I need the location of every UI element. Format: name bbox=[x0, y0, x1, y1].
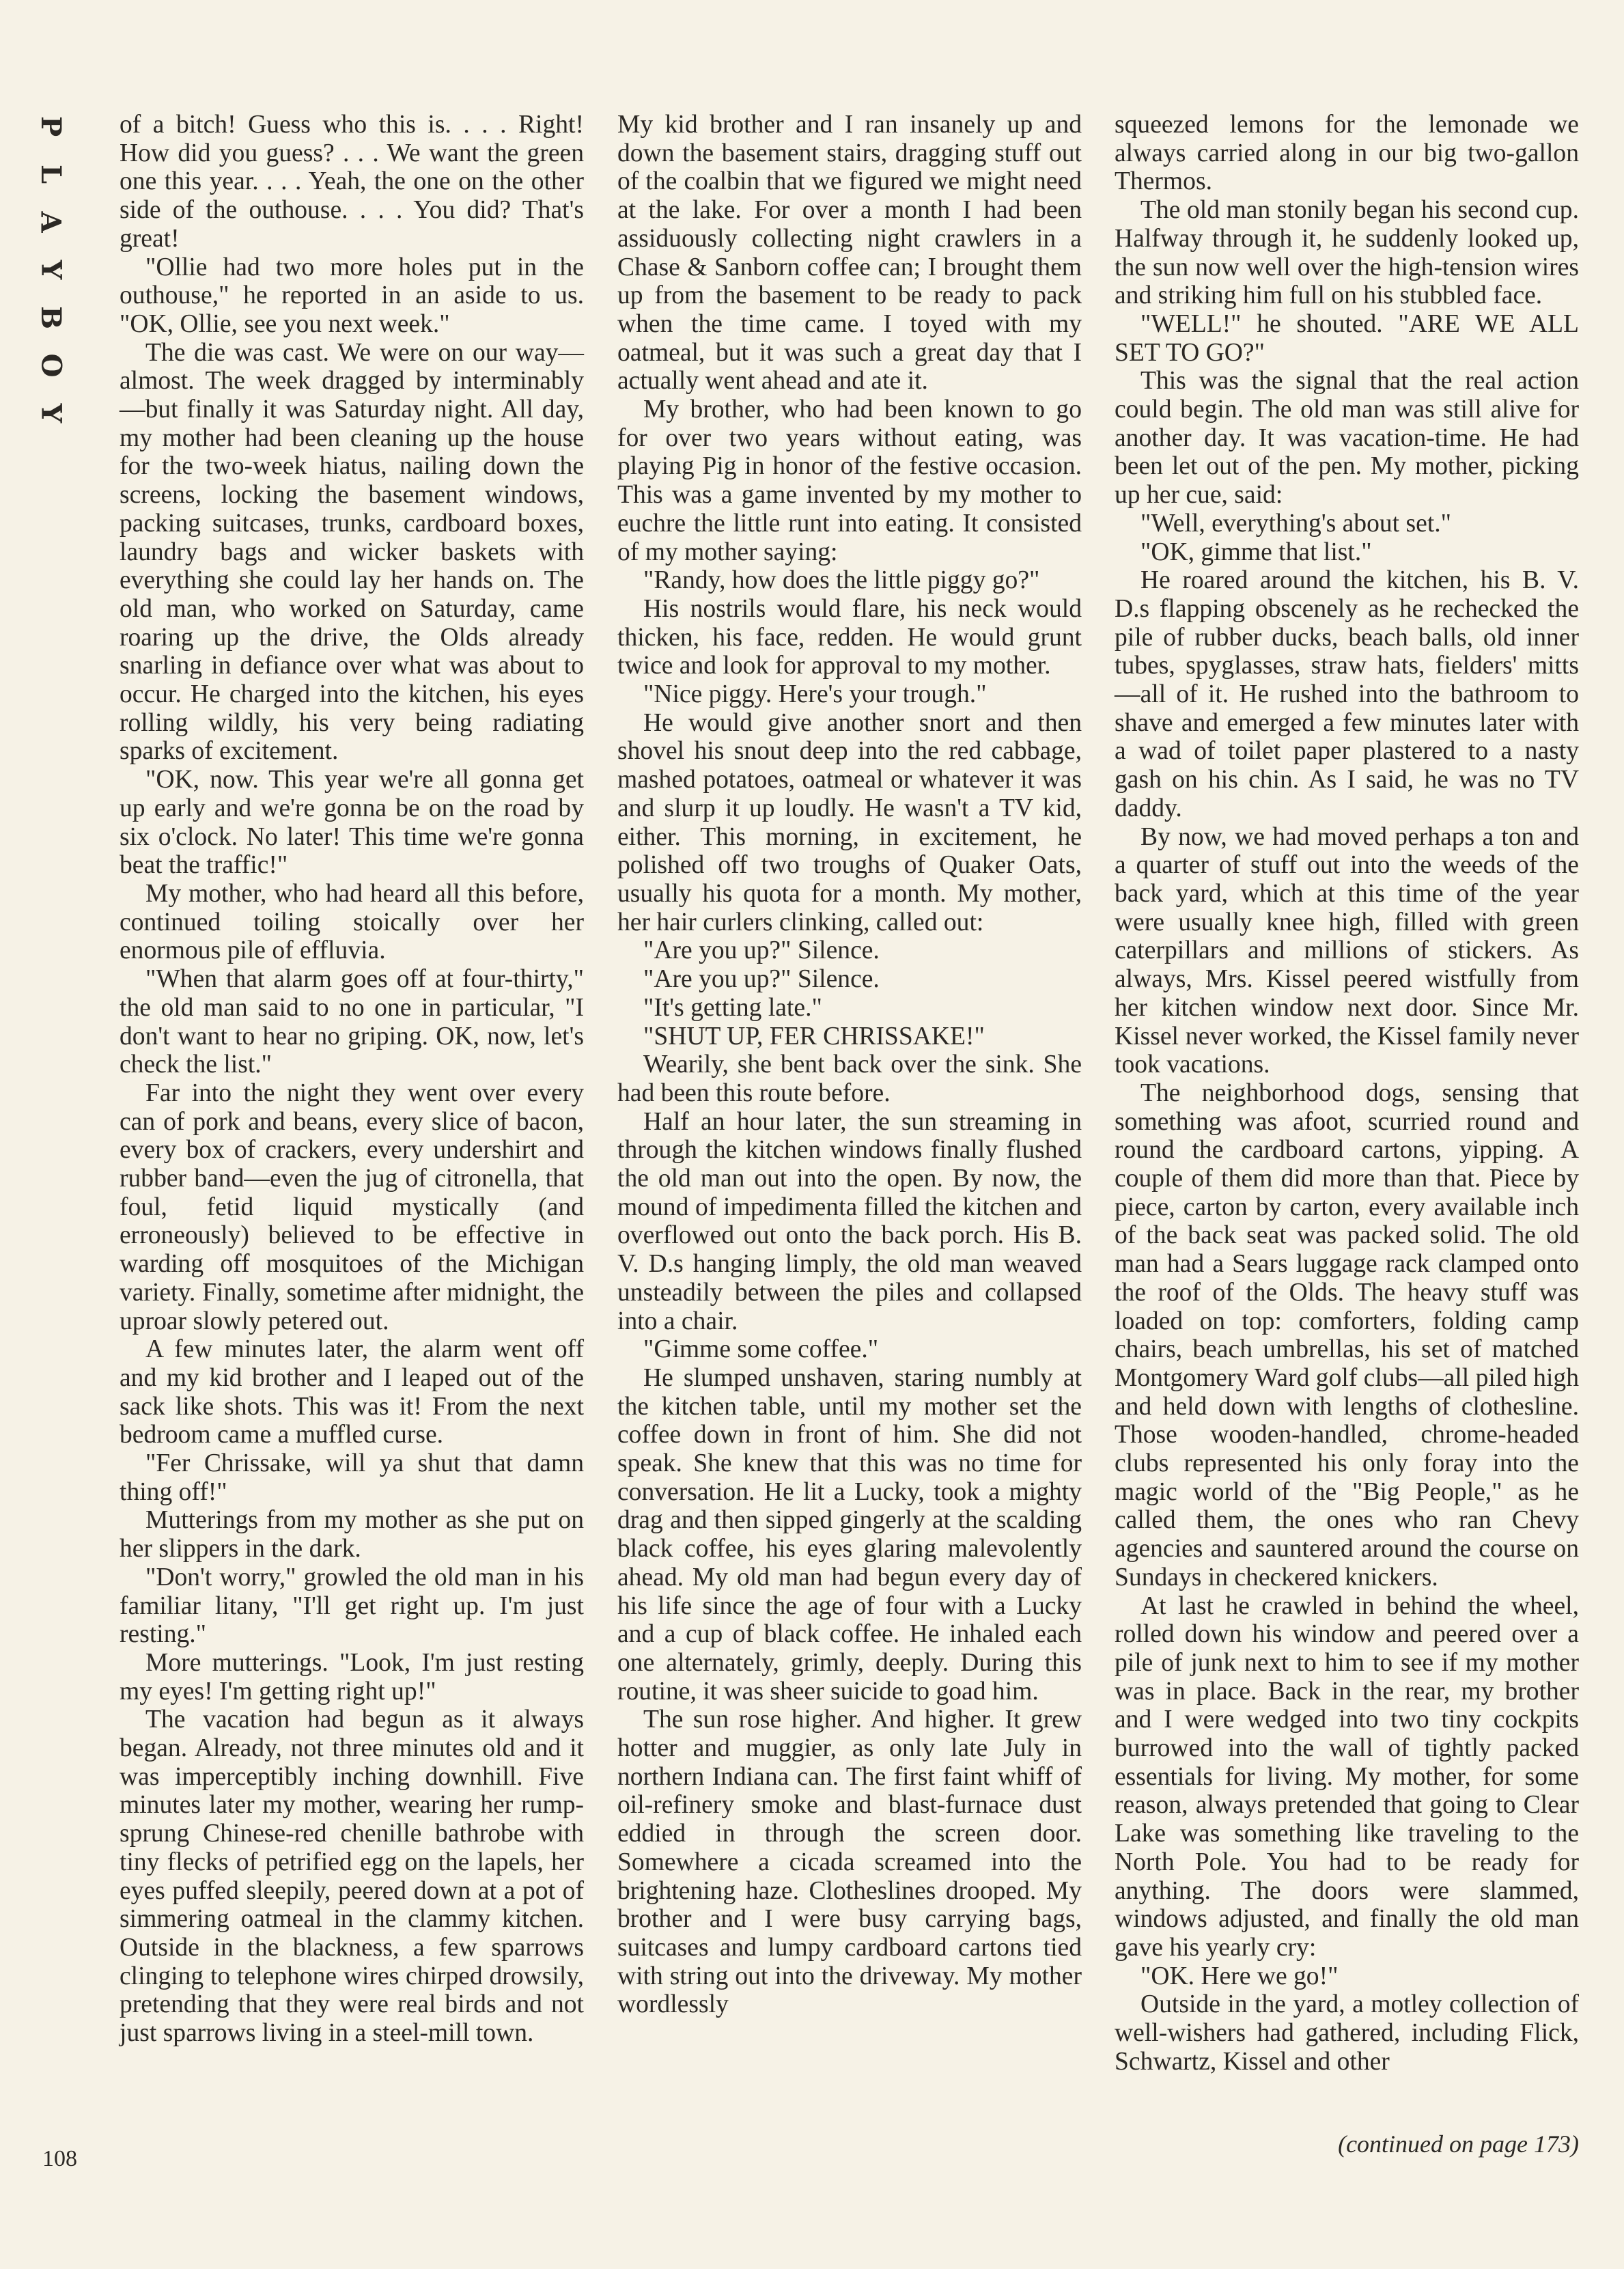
masthead-letter: Y bbox=[35, 403, 67, 423]
paragraph: The die was cast. We were on our way—almost. The week dragged by interminably—but finally it was Saturday night. All day, my mother had been cleaning up the house for the two-week hiatus, nailing down the screens, locking the basement windows, packing suitcases, trunks, cardboard boxes, laundry bags and wicker baskets with everything she could lay her hands on. The old man, who worked on Saturday, came roaring up the drive, the Olds already snarling in defiance over what was about to occur. He charged into the kitchen, his eyes rolling wildly, his very being radiating sparks of excitement. bbox=[120, 338, 584, 766]
paragraph: Far into the night they went over every can of pork and beans, every slice of bacon, every box of crackers, every undershirt and rubber band—even the jug of citronella, that foul, fetid liquid mystically (and erroneously) believed to be effective in warding off mosquitoes of the Michigan variety. Finally, sometime after midnight, the uproar slowly petered out. bbox=[120, 1078, 584, 1335]
playboy-masthead bbox=[30, 102, 71, 437]
masthead-letter: Y bbox=[35, 260, 67, 280]
paragraph: "Don't worry," growled the old man in his familiar litany, "I'll get right up. I'm just resting." bbox=[120, 1563, 584, 1649]
masthead-letter: O bbox=[35, 353, 67, 378]
paragraph: By now, we had moved perhaps a ton and a quarter of stuff out into the weeds of the back yard, which at this time of the year were usually knee high, filled with green caterpillars and millions of stickers. As always, Mrs. Kissel peered wistfully from her kitchen window next door. Since Mr. Kissel never worked, the Kissel family never took vacations. bbox=[1115, 822, 1579, 1079]
paragraph: He would give another snort and then shovel his snout deep into the red cabbage, mashed potatoes, oatmeal or whatever it was and slurp it up loudly. He wasn't a TV kid, either. This morning, in excitement, he polished off two troughs of Quaker Oats, usually his quota for a month. My mother, her hair curlers clinking, called out: bbox=[617, 708, 1082, 936]
paragraph: "Ollie had two more holes put in the outhouse," he reported in an aside to us. "OK, Ollie, see you next week." bbox=[120, 253, 584, 338]
paragraph: "SHUT UP, FER CHRISSAKE!" bbox=[643, 1022, 985, 1050]
paragraph: Wearily, she bent back over the sink. She had been this route before. bbox=[617, 1050, 1082, 1107]
paragraph: "Fer Chrissake, will ya shut that damn thing off!" bbox=[120, 1449, 584, 1506]
text-column-3 bbox=[1115, 111, 1579, 2076]
text-column-1 bbox=[120, 111, 584, 2048]
paragraph: "It's getting late." bbox=[643, 993, 822, 1022]
paragraph: The neighborhood dogs, sensing that something was afoot, scurried round and round the cardboard cartons, yipping. A couple of them did more than that. Piece by piece, carton by carton, every available inch of the back seat was packed solid. The old man had a Sears luggage rack clamped onto the roof of the Olds. The heavy stuff was loaded on top: comforters, folding camp chairs, beach umbrellas, his set of matched Montgomery Ward golf clubs—all piled high and held down with lengths of clothesline. Those wooden-handled, chrome-headed clubs represented his only foray into the magic world of the "Big People," as he called them, the ones who ran Chevy agencies and sauntered around the course on Sundays in checkered knickers. bbox=[1115, 1078, 1579, 1591]
paragraph: "Nice piggy. Here's your trough." bbox=[643, 680, 987, 709]
paragraph: "When that alarm goes off at four-thirty," the old man said to no one in particular, "I don't want to hear no griping. OK, now, let's check the list." bbox=[120, 965, 584, 1079]
continued-note: (continued on page 173) bbox=[1338, 2130, 1579, 2158]
paragraph: A few minutes later, the alarm went off and my kid brother and I leaped out of the sack like shots. This was it! From the next bedroom came a muffled curse. bbox=[120, 1335, 584, 1449]
paragraph: At last he crawled in behind the wheel, rolled down his window and peered over a pile of junk next to him to see if my mother was in place. Back in the rear, my brother and I were wedged into two tiny cockpits burrowed into the wall of tightly packed essentials for living. My mother, for some reason, always pretended that going to Clear Lake was something like traveling to the North Pole. You had to be ready for anything. The doors were slammed, windows adjusted, and finally the old man gave his yearly cry: bbox=[1115, 1591, 1579, 1962]
paragraph: "Randy, how does the little piggy go?" bbox=[643, 566, 1040, 595]
paragraph: The old man stonily began his second cup. Halfway through it, he suddenly looked up, the sun now well over the high-tension wires and striking him full on his stubbled face. bbox=[1115, 196, 1579, 310]
masthead-letter: P bbox=[34, 115, 67, 137]
paragraph: "WELL!" he shouted. "ARE WE ALL SET TO GO?" bbox=[1115, 309, 1579, 367]
masthead-letter: A bbox=[34, 211, 67, 233]
page-number: 108 bbox=[42, 2146, 77, 2171]
paragraph: His nostrils would flare, his neck would thicken, his face, redden. He would grunt twice and look for approval to my mother. bbox=[617, 594, 1082, 680]
paragraph: My mother, who had heard all this before, continued toiling stoically over her enormous pile of effluvia. bbox=[120, 879, 584, 965]
masthead-letter: L bbox=[35, 164, 67, 184]
paragraph: He roared around the kitchen, his B. V. D.s flapping obscenely as he rechecked the pile of rubber ducks, beach balls, old inner tubes, spyglasses, straw hats, fielders' mitts—all of it. He rushed into the bathroom to shave and emerged a few minutes later with a wad of toilet paper plastered to a nasty gash on his chin. As I said, he was no TV daddy. bbox=[1115, 566, 1579, 822]
paragraph: This was the signal that the real action could begin. The old man was still alive for another day. It was vacation-time. He had been let out of the pen. My mother, picking up her cue, said: bbox=[1115, 367, 1579, 510]
paragraph: The vacation had begun as it always began. Already, not three minutes old and it was imperceptibly inching downhill. Five minutes later my mother, wearing her rump-sprung Chinese-red chenille bathrobe with tiny flecks of petrified egg on the lapels, her eyes puffed sleepily, peered down at a pot of simmering oatmeal in the clammy kitchen. Outside in the blackness, a few sparrows clinging to telephone wires chirped drowsily, pretending that they were real birds and not just sparrows living in a steel-mill town. bbox=[120, 1706, 584, 2048]
paragraph: Outside in the yard, a motley collection of well-wishers had gathered, including Flick, Schwartz, Kissel and other bbox=[1115, 1990, 1579, 2076]
paragraph: "Are you up?" Silence. bbox=[643, 965, 880, 994]
text-column-2 bbox=[617, 111, 1082, 2019]
masthead-letter: B bbox=[35, 306, 67, 329]
paragraph: My brother, who had been known to go for over two years without eating, was playing Pig in honor of the festive occasion. This was a game invented by my mother to euchre the little runt into eating. It consisted of my mother saying: bbox=[617, 395, 1082, 566]
paragraph: Mutterings from my mother as she put on her slippers in the dark. bbox=[120, 1506, 584, 1563]
paragraph: Half an hour later, the sun streaming in through the kitchen windows finally flushed the old man out into the open. By now, the mound of impedimenta filled the kitchen and overflowed out onto the back porch. His B. V. D.s hanging limply, the old man weaved unsteadily between the piles and collapsed into a chair. bbox=[617, 1107, 1082, 1335]
paragraph: of a bitch! Guess who this is. . . . Right! How did you guess? . . . We want the green one this year. . . . Yeah, the one on the other side of the outhouse. . . . You did? That's great! bbox=[120, 111, 584, 253]
paragraph: "OK, gimme that list." bbox=[1140, 538, 1372, 566]
paragraph: My kid brother and I ran insanely up and down the basement stairs, dragging stuff out of the coalbin that we figured we might need at the lake. For over a month I had been assiduously collecting night crawlers in a Chase & Sanborn coffee can; I brought them up from the basement to be ready to pack when the time came. I toyed with my oatmeal, but it was such a great day that I actually went ahead and ate it. bbox=[617, 111, 1082, 395]
paragraph: He slumped unshaven, staring numbly at the kitchen table, until my mother set the coffee down in front of him. She did not speak. She knew that this was no time for conversation. He lit a Lucky, took a mighty drag and then sipped gingerly at the scalding black coffee, his eyes glaring malevolently ahead. My old man had begun every day of his life since the age of four with a Lucky and a cup of black coffee. He inhaled each one alternately, grimly, deeply. During this routine, it was sheer suicide to goad him. bbox=[617, 1363, 1082, 1706]
paragraph: "Gimme some coffee." bbox=[643, 1335, 879, 1364]
paragraph: "OK, now. This year we're all gonna get up early and we're gonna be on the road by six o'clock. No later! This time we're gonna beat the traffic!" bbox=[120, 766, 584, 880]
paragraph: "Well, everything's about set." bbox=[1140, 509, 1451, 538]
paragraph: squeezed lemons for the lemonade we always carried along in our big two-gallon Thermos. bbox=[1115, 111, 1579, 196]
paragraph: "Are you up?" Silence. bbox=[643, 936, 880, 965]
paragraph: "OK. Here we go!" bbox=[1140, 1962, 1339, 1990]
paragraph: The sun rose higher. And higher. It grew hotter and muggier, as only late July in northern Indiana can. The first faint whiff of oil-refinery smoke and blast-furnace dust eddied in through the screen door. Somewhere a cicada screamed into the brightening haze. Clotheslines drooped. My brother and I were busy carrying bags, suitcases and lumpy cardboard cartons tied with string out into the driveway. My mother wordlessly bbox=[617, 1706, 1082, 2019]
paragraph: More mutterings. "Look, I'm just resting my eyes! I'm getting right up!" bbox=[120, 1648, 584, 1706]
